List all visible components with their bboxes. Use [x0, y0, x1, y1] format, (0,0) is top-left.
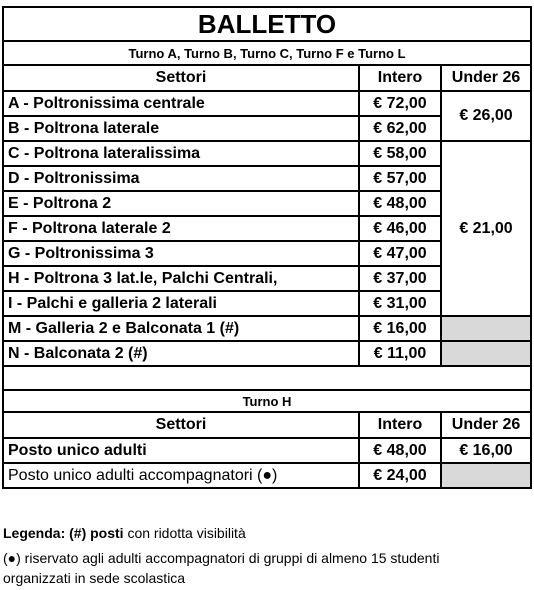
- settore-cell: A - Poltronissima centrale: [3, 91, 359, 116]
- intero-cell: € 58,00: [359, 141, 441, 166]
- legend-line-1: [3, 524, 531, 542]
- settore-cell: G - Poltronissima 3: [3, 241, 359, 266]
- legend-label: Legenda: (#) posti: [3, 525, 124, 541]
- header-intero: Intero: [359, 412, 441, 438]
- price-table: [2, 6, 532, 489]
- settore-cell: I - Palchi e galleria 2 laterali: [3, 291, 359, 316]
- legend-text: con ridotta visibilità: [123, 525, 246, 541]
- table-row: [3, 463, 531, 488]
- settore-cell: M - Galleria 2 e Balconata 1 (#): [3, 316, 359, 341]
- intero-cell: € 72,00: [359, 91, 441, 116]
- table-row: [3, 316, 531, 341]
- table-row: [3, 141, 531, 166]
- under26-cell: € 16,00: [441, 438, 531, 463]
- header-under26: Under 26: [441, 412, 531, 438]
- settore-cell: E - Poltrona 2: [3, 191, 359, 216]
- intero-cell: € 24,00: [359, 463, 441, 488]
- intero-cell: € 11,00: [359, 341, 441, 366]
- settore-cell: F - Poltrona laterale 2: [3, 216, 359, 241]
- header-settori: Settori: [3, 65, 359, 91]
- empty-grey-cell: [441, 341, 531, 366]
- intero-cell: € 31,00: [359, 291, 441, 316]
- table-row: [3, 91, 531, 116]
- spacer-row: [3, 366, 531, 390]
- table-row: [3, 438, 531, 463]
- intero-cell: € 16,00: [359, 316, 441, 341]
- intero-cell: € 37,00: [359, 266, 441, 291]
- settore-cell: Posto unico adulti accompagnatori (●): [3, 463, 359, 488]
- turni-subtitle: Turno A, Turno B, Turno C, Turno F e Turno L: [3, 41, 531, 65]
- page-title: BALLETTO: [3, 7, 531, 41]
- empty-grey-cell: [441, 316, 531, 341]
- turno-h-title: Turno H: [3, 390, 531, 412]
- settore-cell: Posto unico adulti: [3, 438, 359, 463]
- under26-cell: € 26,00: [441, 91, 531, 141]
- intero-cell: € 48,00: [359, 191, 441, 216]
- under26-cell: € 21,00: [441, 141, 531, 316]
- settore-cell: D - Poltronissima: [3, 166, 359, 191]
- legend-line-3: organizzati in sede scolastica: [3, 570, 186, 586]
- intero-cell: € 46,00: [359, 216, 441, 241]
- empty-grey-cell: [441, 463, 531, 488]
- settore-cell: N - Balconata 2 (#): [3, 341, 359, 366]
- legend-line-2: (●) riservato agli adulti accompagnatori di gruppi di almeno 15 studenti: [3, 550, 440, 566]
- intero-cell: € 47,00: [359, 241, 441, 266]
- header-under26: Under 26: [441, 65, 531, 91]
- settore-cell: H - Poltrona 3 lat.le, Palchi Centrali,: [3, 266, 359, 291]
- settore-cell: B - Poltrona laterale: [3, 116, 359, 141]
- table-row: [3, 341, 531, 366]
- settore-cell: C - Poltrona lateralissima: [3, 141, 359, 166]
- intero-cell: € 62,00: [359, 116, 441, 141]
- header-intero: Intero: [359, 65, 441, 91]
- intero-cell: € 48,00: [359, 438, 441, 463]
- header-settori: Settori: [3, 412, 359, 438]
- intero-cell: € 57,00: [359, 166, 441, 191]
